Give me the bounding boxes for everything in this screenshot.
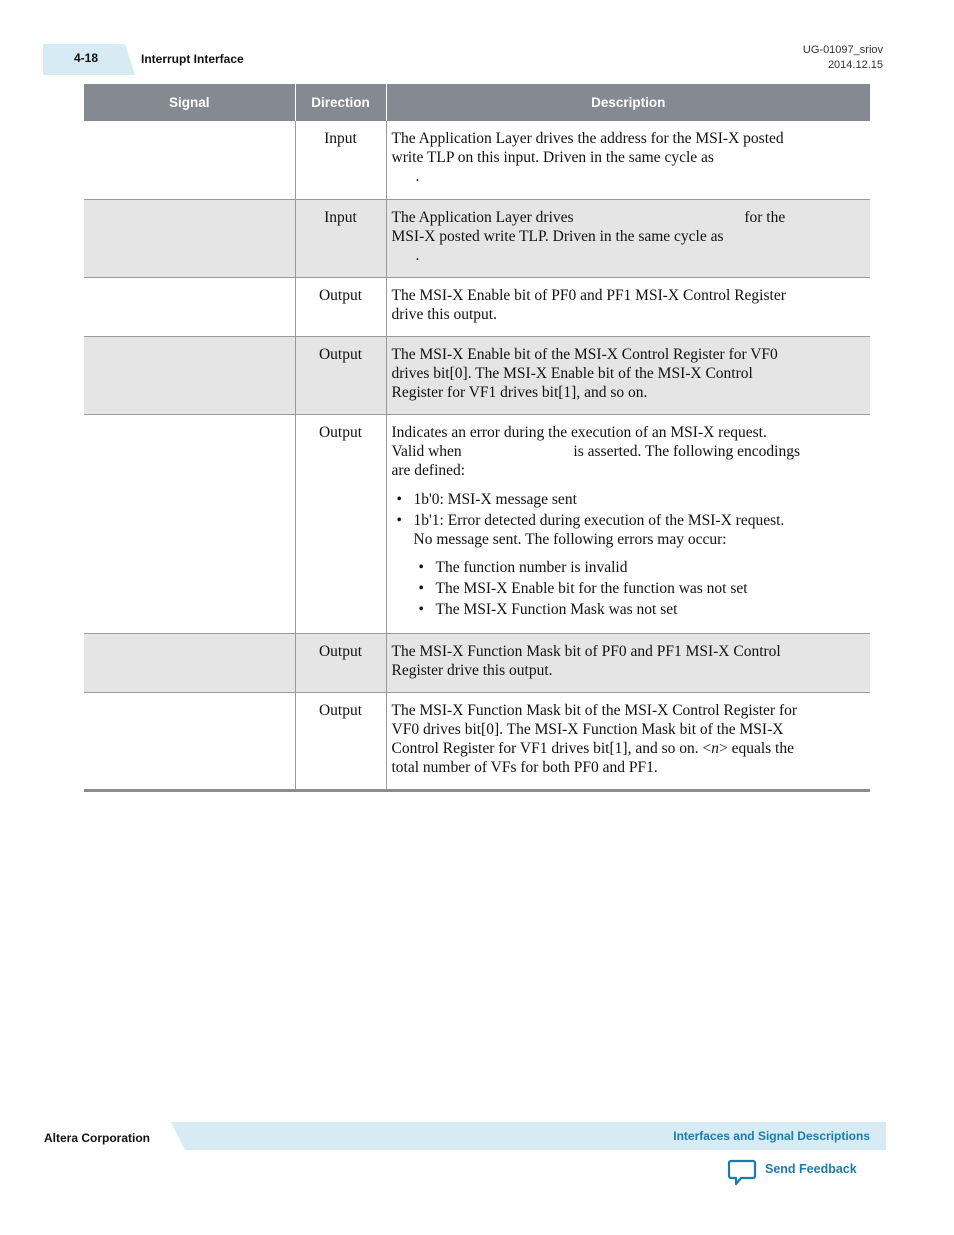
column-header-direction: Direction [295, 84, 386, 121]
description-cell [386, 277, 870, 336]
column-header-description: Description [386, 84, 870, 121]
description-line: Indicates an error during the execution of an MSI-X request. [391, 423, 767, 441]
doc-date: 2014.12.15 [827, 59, 883, 71]
list-item: • 1b'0: MSI-X message sent [414, 490, 865, 509]
description-line: The MSI-X Enable bit of PF0 and PF1 MSI-X Control Register [391, 286, 786, 304]
list-item: • The function number is invalid [436, 558, 865, 577]
direction-cell: Output [295, 692, 386, 790]
signal-table [84, 84, 870, 792]
encoding-list [392, 490, 865, 619]
description-text: is asserted. The following encodings [573, 442, 800, 460]
table-header-row [84, 84, 870, 121]
description-line [392, 739, 865, 758]
list-item: • The MSI-X Function Mask was not set [436, 600, 865, 619]
table-row [84, 121, 870, 199]
description-line [392, 442, 865, 461]
description-cell [386, 692, 870, 790]
footer-section-link[interactable]: Interfaces and Signal Descriptions [673, 1129, 870, 1143]
signal-cell [84, 692, 295, 790]
description-line: Register for VF1 drives bit[1], and so on. [391, 383, 648, 401]
list-item-line: • 1b'1: Error detected during execution of the MSI-X request. [413, 511, 785, 529]
direction-cell: Output [295, 633, 386, 692]
list-item: • The MSI-X Enable bit for the function was not set [436, 579, 865, 598]
description-line: total number of VFs for both PF0 and PF1. [391, 758, 658, 776]
error-list [414, 558, 865, 619]
table-row [84, 414, 870, 633]
signal-cell [84, 336, 295, 414]
description-text: Control Register for VF1 drives bit[1], and so on. < [391, 739, 712, 757]
signal-cell [84, 277, 295, 336]
doc-info [803, 43, 883, 73]
description-cell [386, 199, 870, 277]
direction-cell: Input [295, 199, 386, 277]
description-cell [386, 633, 870, 692]
description-line: The MSI-X Function Mask bit of PF0 and PF1 MSI-X Control [391, 642, 781, 660]
description-line: The MSI-X Function Mask bit of the MSI-X Control Register for [391, 701, 798, 719]
description-line: The MSI-X Enable bit of the MSI-X Control Register for VF0 [391, 345, 778, 363]
send-feedback-link[interactable]: Send Feedback [765, 1162, 857, 1176]
list-item-line: No message sent. The following errors may occur: [413, 530, 727, 548]
description-line: . [415, 246, 420, 264]
description-line: drive this output. [391, 305, 497, 323]
table-row [84, 692, 870, 790]
description-cell [386, 121, 870, 199]
description-line: MSI-X posted write TLP. Driven in the same cycle as [391, 227, 724, 245]
description-line: VF0 drives bit[0]. The MSI-X Function Mask bit of the MSI-X [391, 720, 784, 738]
description-text: The Application Layer drives [391, 208, 574, 226]
section-title: Interrupt Interface [141, 52, 244, 66]
doc-id: UG-01097_sriov [802, 44, 883, 56]
description-line: . [415, 168, 420, 185]
description-line: are defined: [391, 461, 466, 479]
description-cell [386, 336, 870, 414]
signal-cell [84, 121, 295, 199]
table-row [84, 277, 870, 336]
description-cell [386, 414, 870, 633]
direction-cell: Input [295, 121, 386, 199]
speech-bubble-icon[interactable] [727, 1159, 757, 1192]
description-line: write TLP on this input. Driven in the same cycle as [391, 149, 714, 166]
variable-n: n [711, 739, 719, 757]
footer-company: Altera Corporation [44, 1131, 151, 1145]
description-line: Register drive this output. [391, 661, 553, 679]
table-row [84, 633, 870, 692]
direction-cell: Output [295, 414, 386, 633]
signal-cell [84, 414, 295, 633]
description-text: > equals the [718, 739, 794, 757]
table-row [84, 336, 870, 414]
list-item [414, 511, 865, 619]
page-number: 4-18 [74, 51, 99, 65]
signal-cell [84, 633, 295, 692]
description-line: drives bit[0]. The MSI-X Enable bit of the MSI-X Control [391, 364, 753, 382]
direction-cell: Output [295, 277, 386, 336]
description-line: The Application Layer drives the address for the MSI-X posted [391, 130, 784, 147]
description-line [392, 208, 865, 227]
signal-cell [84, 199, 295, 277]
table-row [84, 199, 870, 277]
direction-cell: Output [295, 336, 386, 414]
description-text: for the [744, 208, 786, 226]
column-header-signal: Signal [84, 84, 295, 121]
description-text: Valid when [391, 442, 462, 460]
